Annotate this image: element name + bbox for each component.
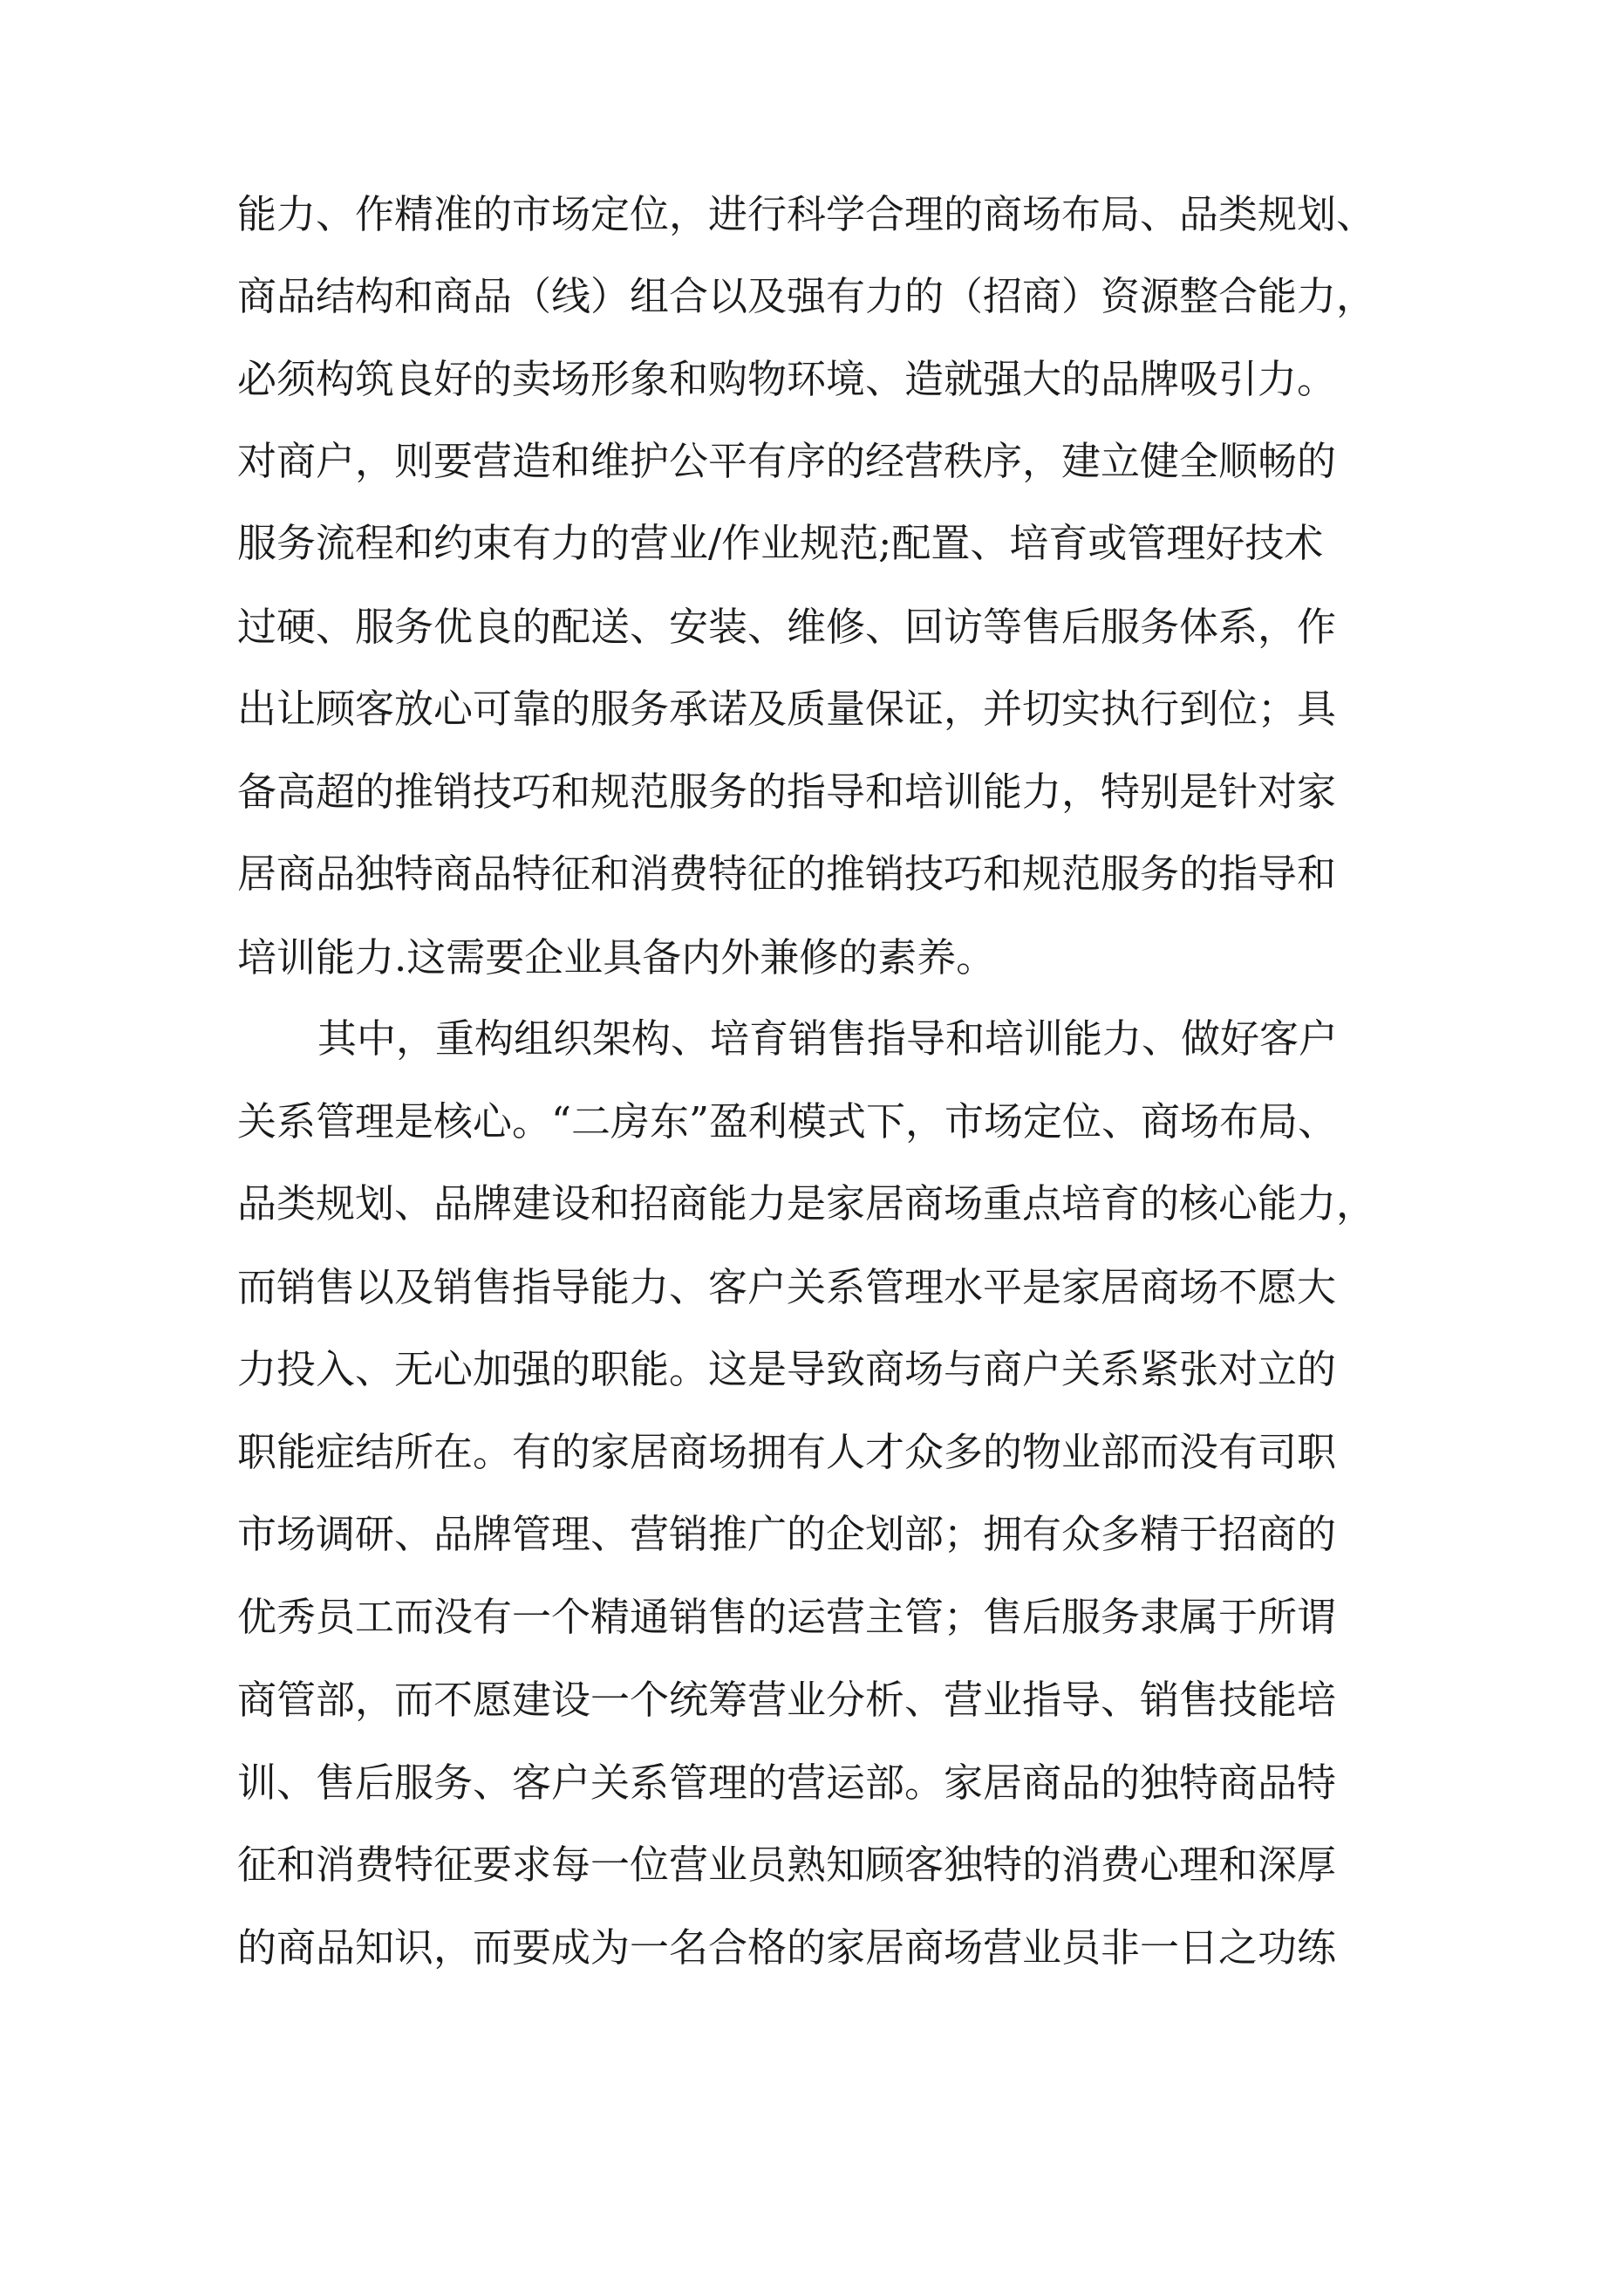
text-line: 备高超的推销技巧和规范服务的指导和培训能力，特别是针对家 (237, 769, 1337, 815)
text-line: 职能症结所在。有的家居商场拥有人才众多的物业部而没有司职 (237, 1429, 1337, 1475)
text-line: 能力、作精准的市场定位，进行科学合理的商场布局、品类规划、 (237, 191, 1376, 237)
text-line: 过硬、服务优良的配送、安装、维修、回访等售后服务体系，作 (237, 604, 1337, 650)
text-line: 出让顾客放心可靠的服务承诺及质量保证，并切实执行到位；具 (237, 686, 1337, 732)
text-line: 的商品知识，而要成为一名合格的家居商场营业员非一日之功练 (237, 1924, 1337, 1971)
text-line: 品类规划、品牌建设和招商能力是家居商场重点培育的核心能力， (237, 1180, 1376, 1227)
text-line: 商管部，而不愿建设一个统筹营业分析、营业指导、销售技能培 (237, 1677, 1337, 1723)
text-line: 服务流程和约束有力的营业/作业规范;配置、培育或管理好技术 (237, 520, 1324, 566)
text-line: 居商品独特商品特征和消费特征的推销技巧和规范服务的指导和 (237, 851, 1337, 897)
text-line: 其中，重构组织架构、培育销售指导和培训能力、做好客户 (317, 1015, 1339, 1062)
text-line: 优秀员工而没有一个精通销售的运营主管；售后服务隶属于所谓 (237, 1594, 1337, 1640)
text-line: 必须构筑良好的卖场形象和购物环境、造就强大的品牌吸引力。 (237, 356, 1337, 402)
text-line: 而销售以及销售指导能力、客户关系管理水平是家居商场不愿大 (237, 1264, 1337, 1310)
text-line: 市场调研、品牌管理、营销推广的企划部；拥有众多精于招商的 (237, 1511, 1337, 1557)
text-line: 训、售后服务、客户关系管理的营运部。家居商品的独特商品特 (237, 1760, 1337, 1806)
text-line: 培训能力.这需要企业具备内外兼修的素养。 (237, 934, 996, 981)
text-line: 征和消费特征要求每一位营业员熟知顾客独特的消费心理和深厚 (237, 1842, 1337, 1888)
text-line: 力投入、无心加强的职能。这是导致商场与商户关系紧张对立的 (237, 1346, 1337, 1392)
text-line: 关系管理是核心。“二房东”盈利模式下，市场定位、商场布局、 (237, 1098, 1338, 1145)
text-line: 对商户，则要营造和维护公平有序的经营秩序，建立健全顺畅的 (237, 438, 1337, 484)
text-line: 商品结构和商品（线）组合以及强有力的（招商）资源整合能力， (237, 273, 1376, 319)
